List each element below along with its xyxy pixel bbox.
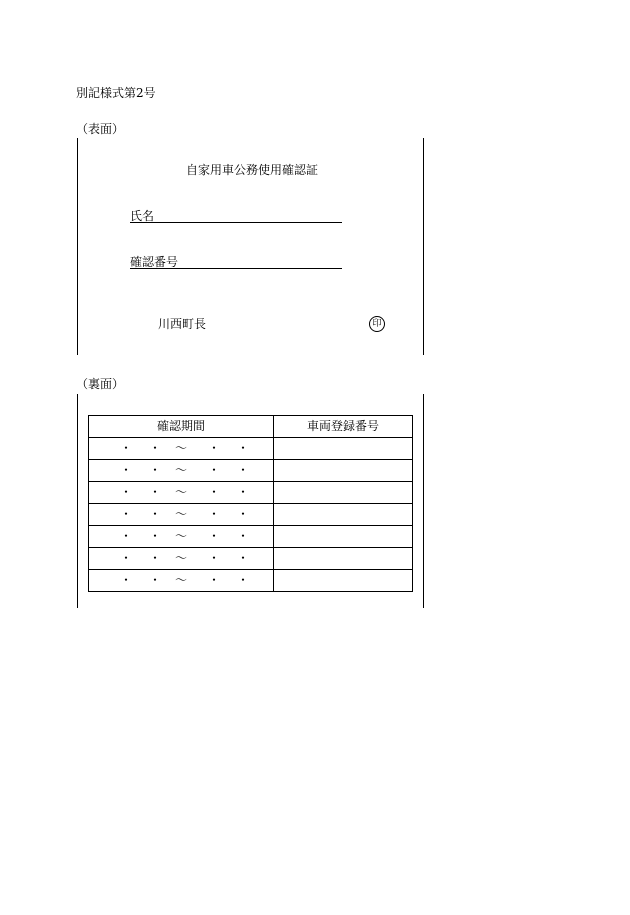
date-dot: ・: [149, 529, 162, 543]
date-dot: ・: [208, 529, 221, 543]
back-left-border: [77, 394, 78, 608]
period-cell: [89, 548, 274, 570]
range-separator: 〜: [175, 485, 188, 499]
date-dot: ・: [149, 485, 162, 499]
date-dot: ・: [237, 441, 250, 455]
certificate-title: 自家用車公務使用確認証: [186, 163, 319, 177]
period-cell: [89, 482, 274, 504]
period-cell: [89, 526, 274, 548]
front-side-label: （表面）: [76, 122, 125, 136]
table-row: [89, 438, 413, 460]
range-separator: 〜: [175, 463, 188, 477]
date-dot: ・: [120, 441, 133, 455]
period-cell: [89, 438, 274, 460]
date-dot: ・: [149, 551, 162, 565]
seal-mark-icon: 印: [369, 316, 385, 332]
back-right-border: [423, 394, 424, 608]
date-dot: ・: [120, 463, 133, 477]
date-dot: ・: [208, 463, 221, 477]
date-dot: ・: [237, 551, 250, 565]
date-dot: ・: [208, 507, 221, 521]
date-dot: ・: [149, 441, 162, 455]
plate-cell: [274, 438, 413, 460]
name-label: 氏名: [130, 209, 155, 223]
period-cell: [89, 460, 274, 482]
confirmation-number-label: 確認番号: [130, 255, 179, 269]
table-row: [89, 504, 413, 526]
date-dot: ・: [237, 507, 250, 521]
confirmation-number-underline: [130, 268, 342, 269]
table-header-row: [89, 416, 413, 438]
date-dot: ・: [120, 485, 133, 499]
date-dot: ・: [237, 529, 250, 543]
table-row: [89, 570, 413, 592]
date-dot: ・: [120, 507, 133, 521]
date-dot: ・: [120, 573, 133, 587]
range-separator: 〜: [175, 573, 188, 587]
period-cell: [89, 504, 274, 526]
back-side-label: （裏面）: [76, 377, 125, 391]
header-confirmation-period: 確認期間: [89, 416, 274, 438]
confirmation-period-table: [88, 415, 413, 592]
date-dot: ・: [120, 529, 133, 543]
date-dot: ・: [149, 463, 162, 477]
date-dot: ・: [237, 485, 250, 499]
plate-cell: [274, 548, 413, 570]
plate-cell: [274, 482, 413, 504]
date-dot: ・: [149, 573, 162, 587]
plate-cell: [274, 570, 413, 592]
date-dot: ・: [208, 441, 221, 455]
date-dot: ・: [237, 463, 250, 477]
form-number: 別記様式第2号: [76, 86, 156, 100]
range-separator: 〜: [175, 441, 188, 455]
issuer-title: 川西町長: [158, 317, 207, 331]
period-cell: [89, 570, 274, 592]
name-underline: [130, 222, 342, 223]
range-separator: 〜: [175, 551, 188, 565]
table-row: [89, 548, 413, 570]
range-separator: 〜: [175, 529, 188, 543]
plate-cell: [274, 460, 413, 482]
date-dot: ・: [120, 551, 133, 565]
date-dot: ・: [149, 507, 162, 521]
front-left-border: [77, 138, 78, 355]
range-separator: 〜: [175, 507, 188, 521]
table-row: [89, 526, 413, 548]
front-right-border: [423, 138, 424, 355]
header-vehicle-registration-number: 車両登録番号: [274, 416, 413, 438]
table-row: [89, 460, 413, 482]
date-dot: ・: [208, 485, 221, 499]
date-dot: ・: [208, 573, 221, 587]
table-row: [89, 482, 413, 504]
date-dot: ・: [237, 573, 250, 587]
plate-cell: [274, 504, 413, 526]
date-dot: ・: [208, 551, 221, 565]
plate-cell: [274, 526, 413, 548]
